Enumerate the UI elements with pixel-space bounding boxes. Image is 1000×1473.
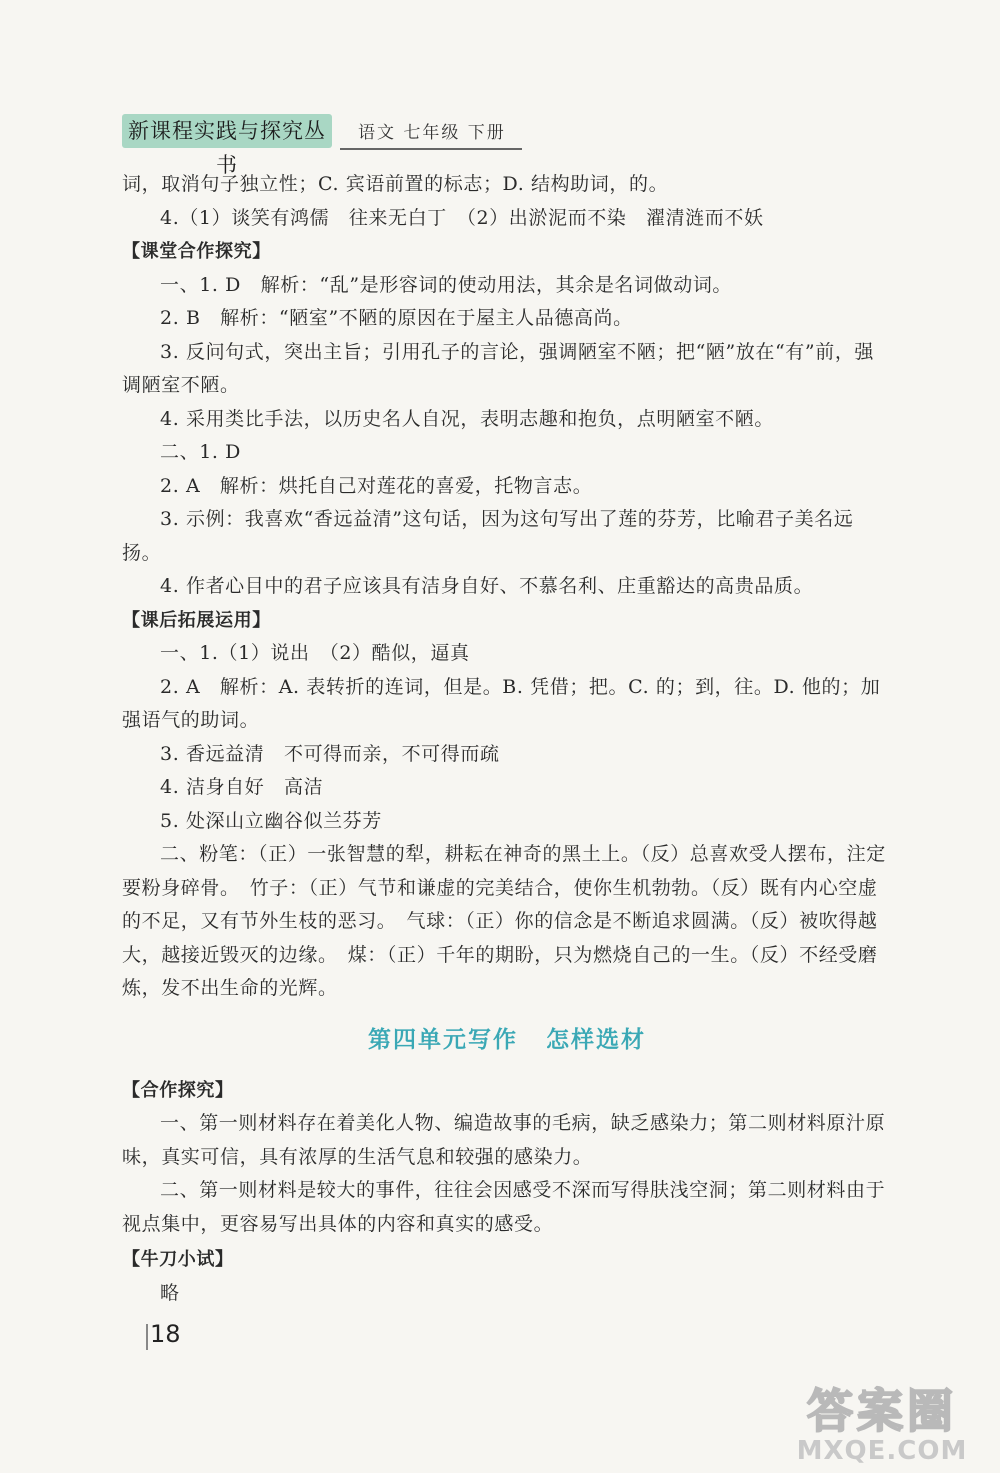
answer-line: 一、1.（1）说出 （2）酷似，逼真: [160, 642, 470, 664]
answer-line: 4. 作者心目中的君子应该具有洁身自好、不慕名利、庄重豁达的高贵品质。: [160, 575, 814, 597]
answer-line: 3. 反问句式，突出主旨；引用孔子的言论，强调陋室不陋；把“陋”放在“有”前，强调陋室不陋。: [122, 340, 875, 396]
running-header: [122, 114, 518, 177]
header-rule: [340, 148, 522, 150]
writing-section: [122, 1074, 892, 1311]
answer-line: 一、第一则材料存在着美化人物、编造故事的毛病，缺乏感染力；第二则材料原汁原味，真实可信，具有浓厚的生活气息和较强的感染力。: [122, 1112, 886, 1168]
unit-writing-title: [122, 1020, 892, 1060]
answer-line: 一、1. D 解析：“乱”是形容词的使动用法，其余是名词做动词。: [160, 273, 733, 296]
answer-line: 2. A 解析：烘托自己对莲花的喜爱，托物言志。: [160, 474, 593, 497]
answer-line: 二、1. D: [160, 441, 242, 463]
answer-line: 2. A 解析：A. 表转折的连词，但是。B. 凭借；把。C. 的；到，往。D. 他的；加强语气的助词。: [122, 675, 881, 731]
answer-line: 略: [160, 1281, 180, 1304]
answer-line: 词，取消句子独立性；C. 宾语前置的标志；D. 结构助词，的。: [122, 173, 669, 195]
answer-line: 4. 洁身自好 高洁: [160, 776, 324, 798]
answer-line: 3. 香远益清 不可得而亲，不可得而疏: [160, 742, 500, 765]
page-number: 18: [150, 1320, 181, 1348]
answer-line: 3. 示例：我喜欢“香远益清”这句话，因为这句写出了莲的芬芳，比喻君子美名远扬。: [122, 508, 854, 564]
answers-section: [122, 168, 892, 1006]
section-heading: 【合作探究】: [122, 1079, 234, 1101]
watermark-mark: 答案圈: [807, 1384, 957, 1438]
section-heading: 【课堂合作探究】: [122, 241, 271, 262]
answer-line: 5. 处深山立幽谷似兰芬芳: [160, 809, 382, 832]
answer-line: 2. B 解析：“陋室”不陋的原因在于屋主人品德高尚。: [160, 307, 633, 329]
unit-writing-title-left: 第四单元写作: [368, 1026, 518, 1053]
book-subject-label: 语文 七年级 下册: [358, 123, 506, 143]
watermark-url: MXQE.COM: [796, 1436, 968, 1466]
answer-line: 二、第一则材料是较大的事件，往往会因感受不深而写得肤浅空洞；第二则材料由于视点集中，更容易写出具体的内容和真实的感受。: [122, 1179, 886, 1235]
unit-writing-title-right: 怎样选材: [546, 1026, 646, 1053]
section-heading: 【课后拓展运用】: [122, 609, 271, 631]
answer-line: 4.（1）谈笑有鸿儒 往来无白丁 （2）出淤泥而不染 濯清涟而不妖: [160, 206, 764, 229]
section-heading: 【牛刀小试】: [122, 1249, 234, 1270]
watermark-logo: [776, 1385, 988, 1465]
answer-line: 4. 采用类比手法，以历史名人自况，表明志趣和抱负，点明陋室不陋。: [160, 407, 774, 430]
page-content: [122, 168, 892, 1310]
answer-line: 二、粉笔：（正）一张智慧的犁，耕耘在神奇的黑土上。（反）总喜欢受人摆布，注定要粉身碎骨。 竹子：（正）气节和谦虚的完美结合，使你生机勃勃。（反）既有内心空虚的不足，又有节外生枝的恶习。 气球：（正）你的信念是不断追求圆满。（反）被吹得越大，越接近毁灭的边缘。 煤：（正）千年的期盼，只为燃烧自己的一生。（反）不经受磨炼，发不出生命的光辉。: [122, 843, 886, 999]
series-title-badge: 新课程实践与探究丛书: [122, 114, 332, 148]
